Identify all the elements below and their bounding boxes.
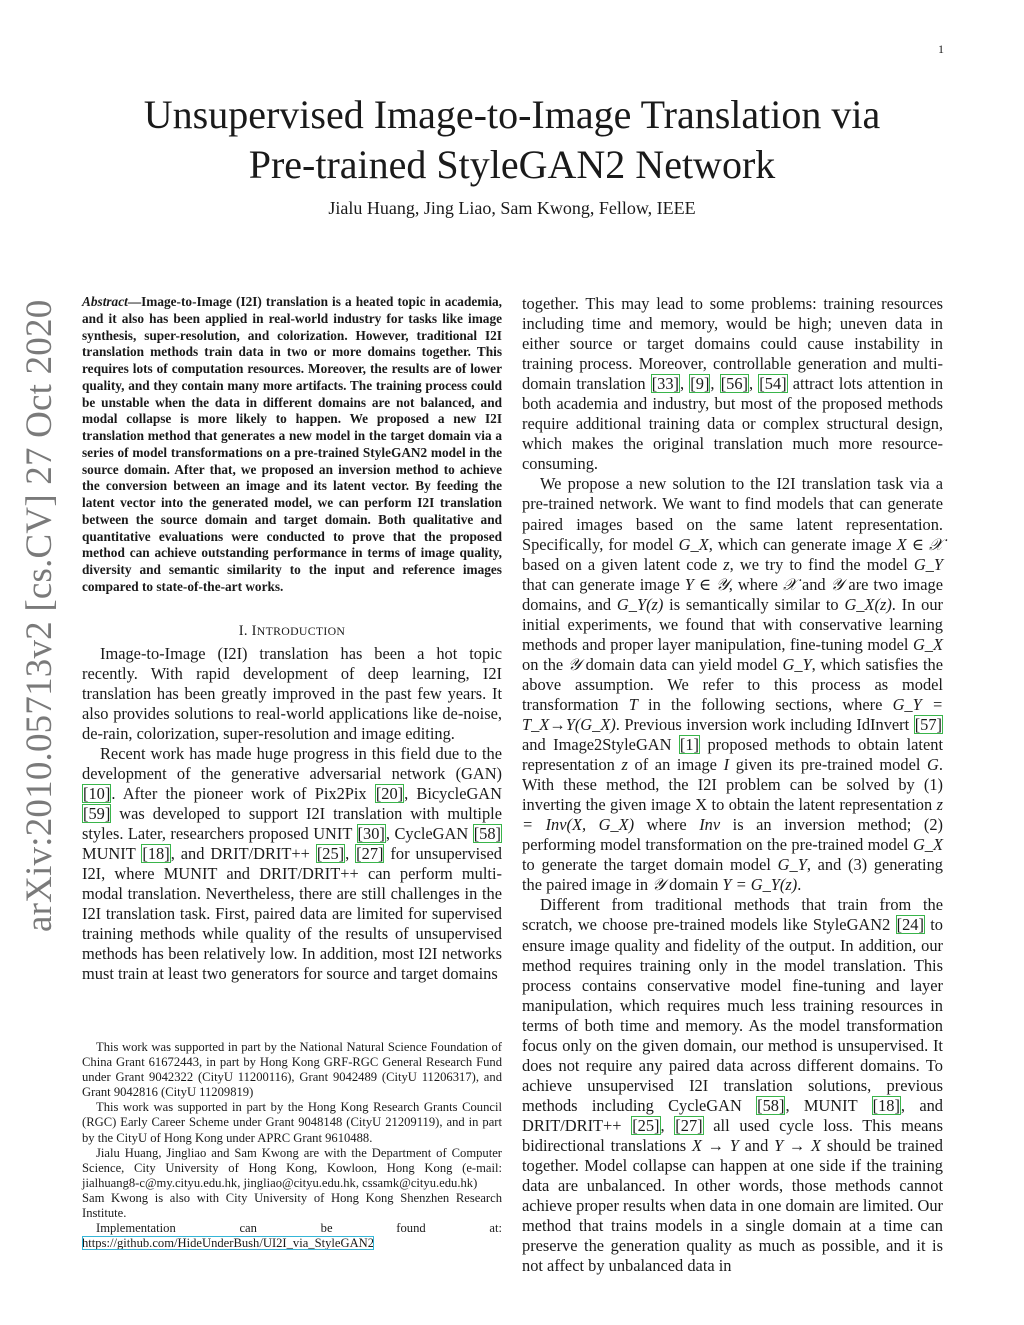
right-paragraph-3: Different from traditional methods that train from the scratch, we choose pre-trained models like StyleGAN2 [24] to ensure image quality and fidelity of the output. In addition, our method requires training only in the model translation. This process contains conservative model fine-tuning and layer manipulation, which requires much less training resources in terms of both time and memory. As the model transformation focus only on the given domain, our method is unsupervised. It does not require any paired data across different domains. To achieve unsupervised I2I translation solutions, previous methods including CycleGAN [58], MUNIT [18], and DRIT/DRIT++ [25], [27] all used cycle loss. This means bidirectional translations X → Y and Y → X should be trained together. Model collapse can happen at one side if the training data are unbalanced. In other words, those methods cannot achieve proper results when data in one domain are limited. Our method that trains models in a single domain at a time can preserve the generation quality as much as possible, and it is not affect by unbalanced data in [522, 895, 944, 1276]
citation-link[interactable]: [20] [375, 783, 404, 803]
intro-paragraph-1: Image-to-Image (I2I) translation has been a hot topic recently. With rapid development of deep learning, I2I translation has been greatly improved in the past few years. It also provides solutions to real-world applications like de-noise, de-rain, colorization, super-resolution and image editing. [82, 643, 502, 743]
citation-link[interactable]: [56] [720, 374, 749, 394]
page-number: 1 [938, 42, 944, 56]
intro-paragraph-2: Recent work has made huge progress in this field due to the development of the generative adversarial network (GAN) [10]. After the pioneer work of Pix2Pix [20], BicycleGAN [59] was developed to support I2I translation with multiple styles. Later, researchers proposed UNIT [30], CycleGAN [58] MUNIT [18], and DRIT/DRIT++ [25], [27] for unsupervised I2I, where MUNIT and DRIT/DRIT++ can perform multi-modal translation. Nevertheless, there are still challenges in the I2I translation task. First, paired data are limited for supervised training methods while quality of the results of unsupervised methods has been relatively low. In addition, most I2I networks must train at least two generators for source and target domains [82, 743, 502, 984]
abstract-text: —Image-to-Image (I2I) translation is a heated topic in academia, and it also has been applied in real-world industry for tasks like image synthesis, super-resolution, and colorization. However, traditional I2I translation methods train data in two or more domains together. This requires lots of computation resources. Moreover, the results are of lower quality, and they contain many more artifacts. The training process could be unstable when the data in different domains are not balanced, and modal collapse is more likely to happen. We proposed a new I2I translation method that generates a new model in the target domain via a series of model transformations on a pre-trained StyleGAN2 model in the source domain. After that, we proposed an inversion method to achieve the conversion between an image and its latent vector. By feeding the latent vector into the generated model, we can perform I2I translation between the source domain and target domain. Both qualitative and quantitative evaluations were conducted to prove that the proposed method can achieve outstanding performance in terms of image quality, diversity and semantic similarity to the input and reference images compared to state-of-the-art works. [82, 294, 502, 594]
intro-body [82, 644, 502, 985]
abstract [82, 294, 502, 596]
footnote-affiliation-2: Sam Kwong is also with City University of Hong Kong Shenzhen Research Institute. [82, 1190, 502, 1221]
citation-link[interactable]: [30] [357, 823, 385, 843]
footnote-affiliation: Jialu Huang, Jingliao and Sam Kwong are with the Department of Computer Science, City University of Hong Kong, Kowloon, Hong Kong (e-mail: jialhuang8-c@my.cityu.edu.hk, jingliao@cityu.edu.hk, cssamk@cityu.edu.hk) [82, 1145, 502, 1190]
right-column [522, 294, 943, 1276]
right-paragraph-1: together. This may lead to some problems: training resources including time and memory, would be high; uneven data in either source or target domains could cause instability in training process. Moreover, controllable generation and multi-domain translation [33], [9], [56], [54] attract lots attention in both academia and industry, but most of the proposed methods require additional training data or complex structural design, which makes the original translation much more resource-consuming. [522, 294, 944, 474]
citation-link[interactable]: [25] [632, 1115, 660, 1135]
title-line-1: Unsupervised Image-to-Image Translation via [143, 92, 881, 137]
citation-link[interactable]: [57] [914, 714, 942, 734]
author-list: Jialu Huang, Jing Liao, Sam Kwong, Fellow, IEEE [328, 198, 696, 218]
abstract-label: Abstract [82, 294, 128, 309]
citation-link[interactable]: [27] [675, 1115, 703, 1135]
paper-title [0, 90, 1024, 190]
citation-link[interactable]: [9] [690, 374, 710, 394]
footnote-funding-1: This work was supported in part by the National Natural Science Foundation of China Grant 61672443, in part by Hong Kong GRF-RGC General Research Fund under Grant 9042322 (CityU 11200116), Grant 9042489 (CityU 11206317), and Grant 9042816 (CityU 11209819) [82, 1040, 502, 1100]
citation-link[interactable]: [25] [316, 843, 345, 863]
footnote-implementation: Implementation can be found at: https://github.com/HideUnderBush/UI2I_via_StyleGAN2 [82, 1221, 502, 1251]
citation-link[interactable]: [18] [872, 1095, 900, 1115]
citation-link[interactable]: [58] [757, 1095, 785, 1115]
footnotes [82, 1040, 502, 1251]
citation-link[interactable]: [59] [83, 803, 111, 823]
left-column [82, 294, 502, 984]
title-line-2: Pre-trained StyleGAN2 Network [248, 142, 776, 187]
right-paragraph-2: We propose a new solution to the I2I translation task via a pre-trained network. We want to find models that can generate paired images based on the same latent representation. Specifically, for model G_X, which can generate image X ∈ 𝒳 based on a given latent code z, we try to find the model G_Y that can generate image Y ∈ 𝒴, where 𝒳 and 𝒴 are two image domains, and G_Y(z) is semantically similar to G_X(z). In our initial experiments, we found that with conservative learning methods and proper layer manipulation, fine-tuning model G_X on the 𝒴 domain data can yield model G_Y, which satisfies the above assumption. We refer to this process as model transformation T in the following sections, where G_Y = T_X→Y(G_X). Previous inversion work including IdInvert [57] and Image2StyleGAN [1] proposed methods to obtain latent representation z of an image I given its pre-trained model G. With these method, the I2I problem can be solved by (1) inverting the given image X to obtain the latent representation z = Inv(X, G_X) where Inv is an inversion method; (2) performing model transformation on the pre-trained model G_X to generate the target domain model G_Y, and (3) generating the paired image in 𝒴 domain Y = G_Y(z). [522, 474, 944, 895]
arxiv-stamp-text: arXiv:2010.05713v2 [cs.CV] 27 Oct 2020 [19, 299, 60, 932]
citation-link[interactable]: [1] [679, 735, 700, 755]
footnote-funding-2: This work was supported in part by the Hong Kong Research Grants Council (RGC) Early Career Scheme under Grant 9048148 (CityU 21209119), and in part by the CityU of Hong Kong under APRC Grant 9610488. [82, 1100, 502, 1145]
citation-link[interactable]: [27] [356, 843, 384, 863]
citation-link[interactable]: [33] [651, 374, 680, 394]
github-link[interactable]: https://github.com/HideUnderBush/UI2I_via_StyleGAN2 [82, 1236, 375, 1251]
section-heading: I. INTRODUCTION [238, 622, 346, 639]
citation-link[interactable]: [24] [896, 915, 924, 935]
citation-link[interactable]: [54] [759, 374, 787, 394]
citation-link[interactable]: [58] [473, 823, 501, 843]
citation-link[interactable]: [10] [83, 783, 111, 803]
citation-link[interactable]: [18] [142, 843, 170, 863]
